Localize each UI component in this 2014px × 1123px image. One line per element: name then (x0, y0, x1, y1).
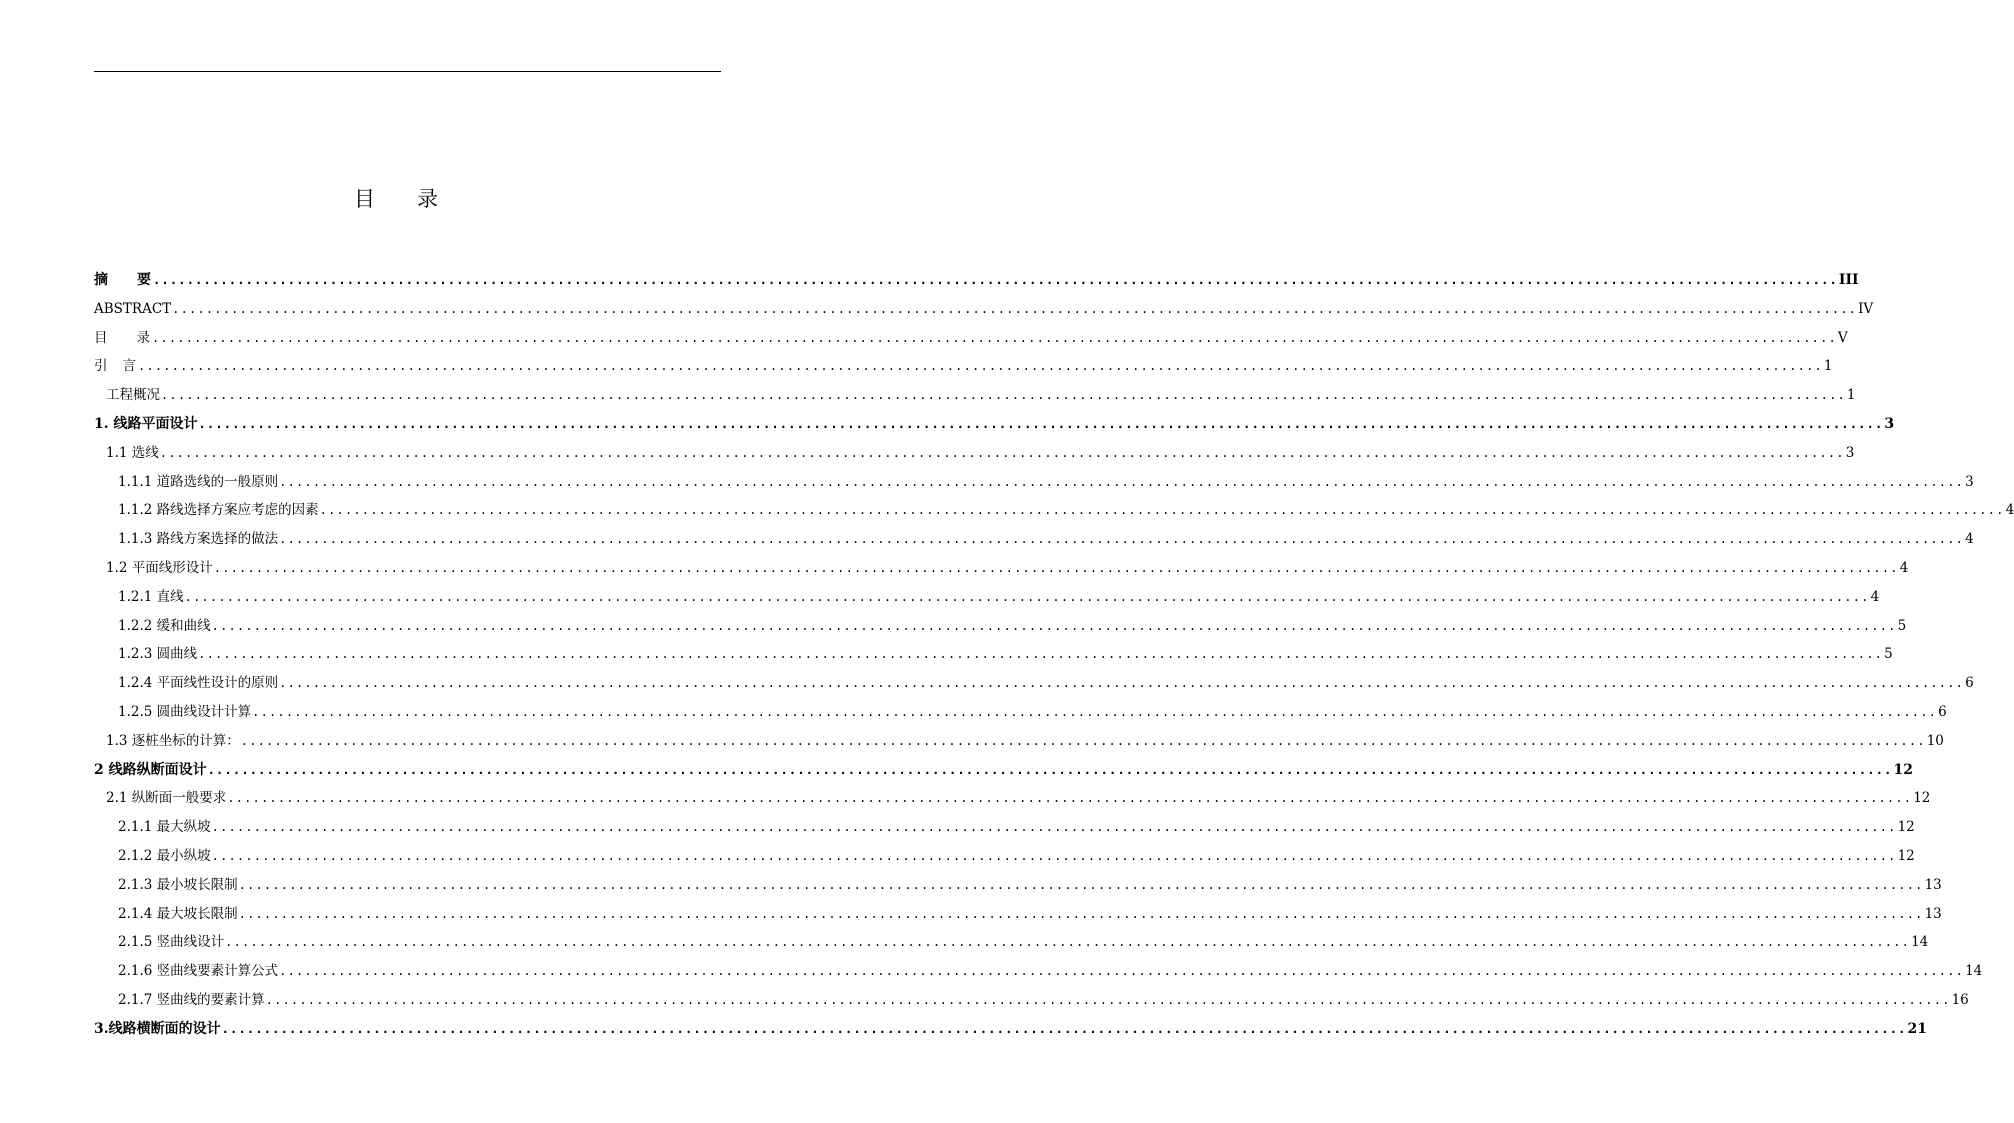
toc-entry-label: 1.2.4 平面线性设计的原则 (118, 675, 279, 692)
toc-leader-dots: ........................................................................................................................................................................................................ (252, 704, 1938, 719)
toc-entry-label: 1.1.1 道路选线的一般原则 (118, 473, 279, 490)
toc-leader-dots: ........................................................................................................................................................................................................ (225, 935, 1911, 950)
toc-entry-label: 1.3 逐桩坐标的计算： (106, 732, 240, 749)
toc-leader-dots: ........................................................................................................................................................................................................ (279, 532, 1965, 547)
toc-entry[interactable] (94, 439, 1855, 468)
toc-entry[interactable] (94, 324, 1848, 353)
toc-entry-page: 3 (1845, 444, 1855, 461)
toc-entry-label-part: 言 (122, 358, 137, 375)
toc-leader-dots: ........................................................................................................................................................................................................ (279, 964, 1965, 979)
table-of-contents (94, 266, 2014, 1044)
toc-entry-label-part: 摘 (94, 272, 109, 288)
toc-entry-page: 12 (1897, 847, 1915, 864)
toc-entry-label: 1. 线路平面设计 (94, 415, 198, 432)
toc-leader-dots: ........................................................................................................................................................................................................ (159, 445, 1845, 460)
toc-entry-page: 1 (1846, 387, 1856, 404)
toc-entry[interactable] (94, 583, 1880, 612)
toc-entry-page: 5 (1897, 617, 1907, 634)
toc-leader-dots: ........................................................................................................................................................................................................ (279, 676, 1965, 691)
toc-entry-label: 2 线路纵断面设计 (94, 761, 207, 778)
toc-leader-dots: ........................................................................................................................................................................................................ (211, 820, 1897, 835)
toc-entry-page: 10 (1926, 732, 1944, 749)
toc-entry[interactable] (94, 410, 1895, 439)
toc-entry-label: 1.2.1 直线 (118, 588, 184, 605)
toc-entry[interactable] (94, 813, 1915, 842)
toc-entry[interactable] (94, 640, 1893, 669)
toc-entry[interactable] (94, 525, 1974, 554)
toc-entry-label-part: 录 (136, 329, 151, 346)
toc-entry[interactable] (94, 612, 1907, 641)
toc-entry-page: 4 (1870, 588, 1880, 605)
toc-leader-dots: ........................................................................................................................................................................................................ (138, 359, 1823, 374)
toc-leader-dots: ........................................................................................................................................................................................................ (198, 647, 1884, 662)
toc-entry[interactable] (94, 928, 1929, 957)
toc-entry-page: 14 (1965, 963, 1983, 980)
toc-entry-label: 3.线路横断面的设计 (94, 1020, 221, 1037)
toc-leader-dots: ........................................................................................................................................................................................................ (211, 848, 1897, 863)
toc-entry-label: 2.1.6 竖曲线要素计算公式 (118, 963, 279, 980)
title-right: 录 (417, 187, 440, 211)
toc-leader-dots: ........................................................................................................................................................................................................ (213, 560, 1899, 575)
toc-leader-dots: ........................................................................................................................................................................................................ (198, 416, 1884, 431)
toc-entry-page: V (1837, 329, 1848, 346)
toc-leader-dots: ........................................................................................................................................................................................................ (184, 589, 1870, 604)
toc-entry-page: 6 (1938, 703, 1947, 720)
toc-leader-dots: ........................................................................................................................................................................................................ (207, 762, 1893, 777)
toc-leader-dots: ........................................................................................................................................................................................................ (279, 474, 1965, 489)
toc-entry-page: IV (1858, 300, 1874, 317)
toc-entry[interactable] (94, 496, 2014, 525)
toc-entry-label: 1.2.5 圆曲线设计计算 (118, 703, 252, 720)
toc-leader-dots: ........................................................................................................................................................................................................ (211, 618, 1897, 633)
toc-leader-dots: ........................................................................................................................................................................................................ (238, 906, 1924, 921)
toc-leader-dots: ........................................................................................................................................................................................................ (172, 301, 1858, 316)
title-left: 目 (354, 187, 377, 211)
toc-entry[interactable] (94, 727, 1944, 756)
toc-entry-label: 2.1.1 最大纵坡 (118, 819, 211, 836)
toc-leader-dots: ........................................................................................................................................................................................................ (161, 388, 1846, 403)
toc-leader-dots: ........................................................................................................................................................................................................ (238, 877, 1924, 892)
toc-entry-page: 13 (1924, 905, 1942, 922)
toc-entry[interactable] (94, 842, 1915, 871)
toc-entry-label-part: 目 (94, 329, 109, 346)
toc-leader-dots: ........................................................................................................................................................................................................ (240, 733, 1926, 748)
toc-entry[interactable] (94, 784, 1931, 813)
toc-entry[interactable] (94, 986, 1969, 1015)
toc-entry-label: 2.1 纵断面一般要求 (106, 790, 227, 807)
toc-entry-label-part: 要 (137, 272, 152, 288)
toc-entry-page: III (1838, 272, 1859, 288)
toc-entry[interactable] (94, 756, 1914, 785)
toc-entry[interactable] (94, 900, 1942, 929)
toc-entry-label (94, 324, 151, 353)
toc-entry[interactable] (94, 554, 1909, 583)
toc-entry-label: 2.1.7 竖曲线的要素计算 (118, 991, 265, 1008)
toc-entry-label: 2.1.5 竖曲线设计 (118, 934, 225, 951)
toc-leader-dots: ........................................................................................................................................................................................................ (153, 273, 1838, 287)
toc-entry[interactable] (94, 468, 1974, 497)
toc-entry-page: 12 (1897, 819, 1915, 836)
toc-entry-page: 4 (1965, 531, 1974, 548)
toc-entry-label: 1.1.3 路线方案选择的做法 (118, 531, 279, 548)
toc-entry-label: 1.1.2 路线选择方案应考虑的因素 (118, 502, 319, 519)
toc-entry-page: 12 (1913, 790, 1931, 807)
toc-entry-label: 2.1.2 最小纵坡 (118, 847, 211, 864)
toc-entry-label (94, 266, 152, 295)
toc-leader-dots: ........................................................................................................................................................................................................ (227, 791, 1913, 806)
toc-entry[interactable] (94, 698, 1947, 727)
toc-entry[interactable] (94, 266, 1859, 295)
toc-entry-label (94, 352, 137, 381)
toc-entry[interactable] (94, 669, 1974, 698)
toc-entry-page: 14 (1911, 934, 1929, 951)
toc-entry-page: 12 (1893, 761, 1914, 778)
toc-entry-page: 4 (1899, 559, 1909, 576)
toc-entry[interactable] (94, 352, 1833, 381)
toc-entry[interactable] (94, 957, 1983, 986)
toc-entry-page: 6 (1965, 675, 1974, 692)
toc-entry[interactable] (94, 871, 1942, 900)
toc-entry-label: 1.2.3 圆曲线 (118, 646, 198, 663)
toc-leader-dots: ........................................................................................................................................................................................................ (152, 330, 1837, 345)
toc-entry-label: 1.2.2 缓和曲线 (118, 617, 211, 634)
toc-entry-label: ABSTRACT (94, 300, 172, 317)
toc-entry-label: 1.1 选线 (106, 444, 159, 461)
toc-entry-page: 21 (1907, 1020, 1928, 1037)
header-rule (94, 71, 721, 72)
toc-entry[interactable] (94, 381, 1856, 410)
toc-entry-page: 3 (1884, 415, 1895, 432)
toc-leader-dots: ........................................................................................................................................................................................................ (265, 992, 1951, 1007)
toc-entry-label: 工程概况 (106, 387, 160, 404)
toc-entry-page: 4 (2005, 502, 2014, 519)
toc-entry-page: 5 (1884, 646, 1893, 663)
toc-entry-label: 2.1.3 最小坡长限制 (118, 876, 238, 893)
page-title (0, 184, 794, 214)
toc-entry[interactable] (94, 1015, 1928, 1044)
toc-entry-page: 13 (1924, 876, 1942, 893)
toc-leader-dots: ........................................................................................................................................................................................................ (319, 503, 2005, 518)
toc-entry-label-part: 引 (94, 358, 109, 375)
toc-entry[interactable] (94, 295, 1874, 324)
toc-entry-page: 16 (1951, 991, 1969, 1008)
toc-leader-dots: ........................................................................................................................................................................................................ (221, 1021, 1907, 1036)
toc-entry-page: 1 (1823, 358, 1833, 375)
toc-entry-label: 2.1.4 最大坡长限制 (118, 905, 238, 922)
toc-entry-label: 1.2 平面线形设计 (106, 559, 213, 576)
toc-entry-page: 3 (1965, 473, 1974, 490)
